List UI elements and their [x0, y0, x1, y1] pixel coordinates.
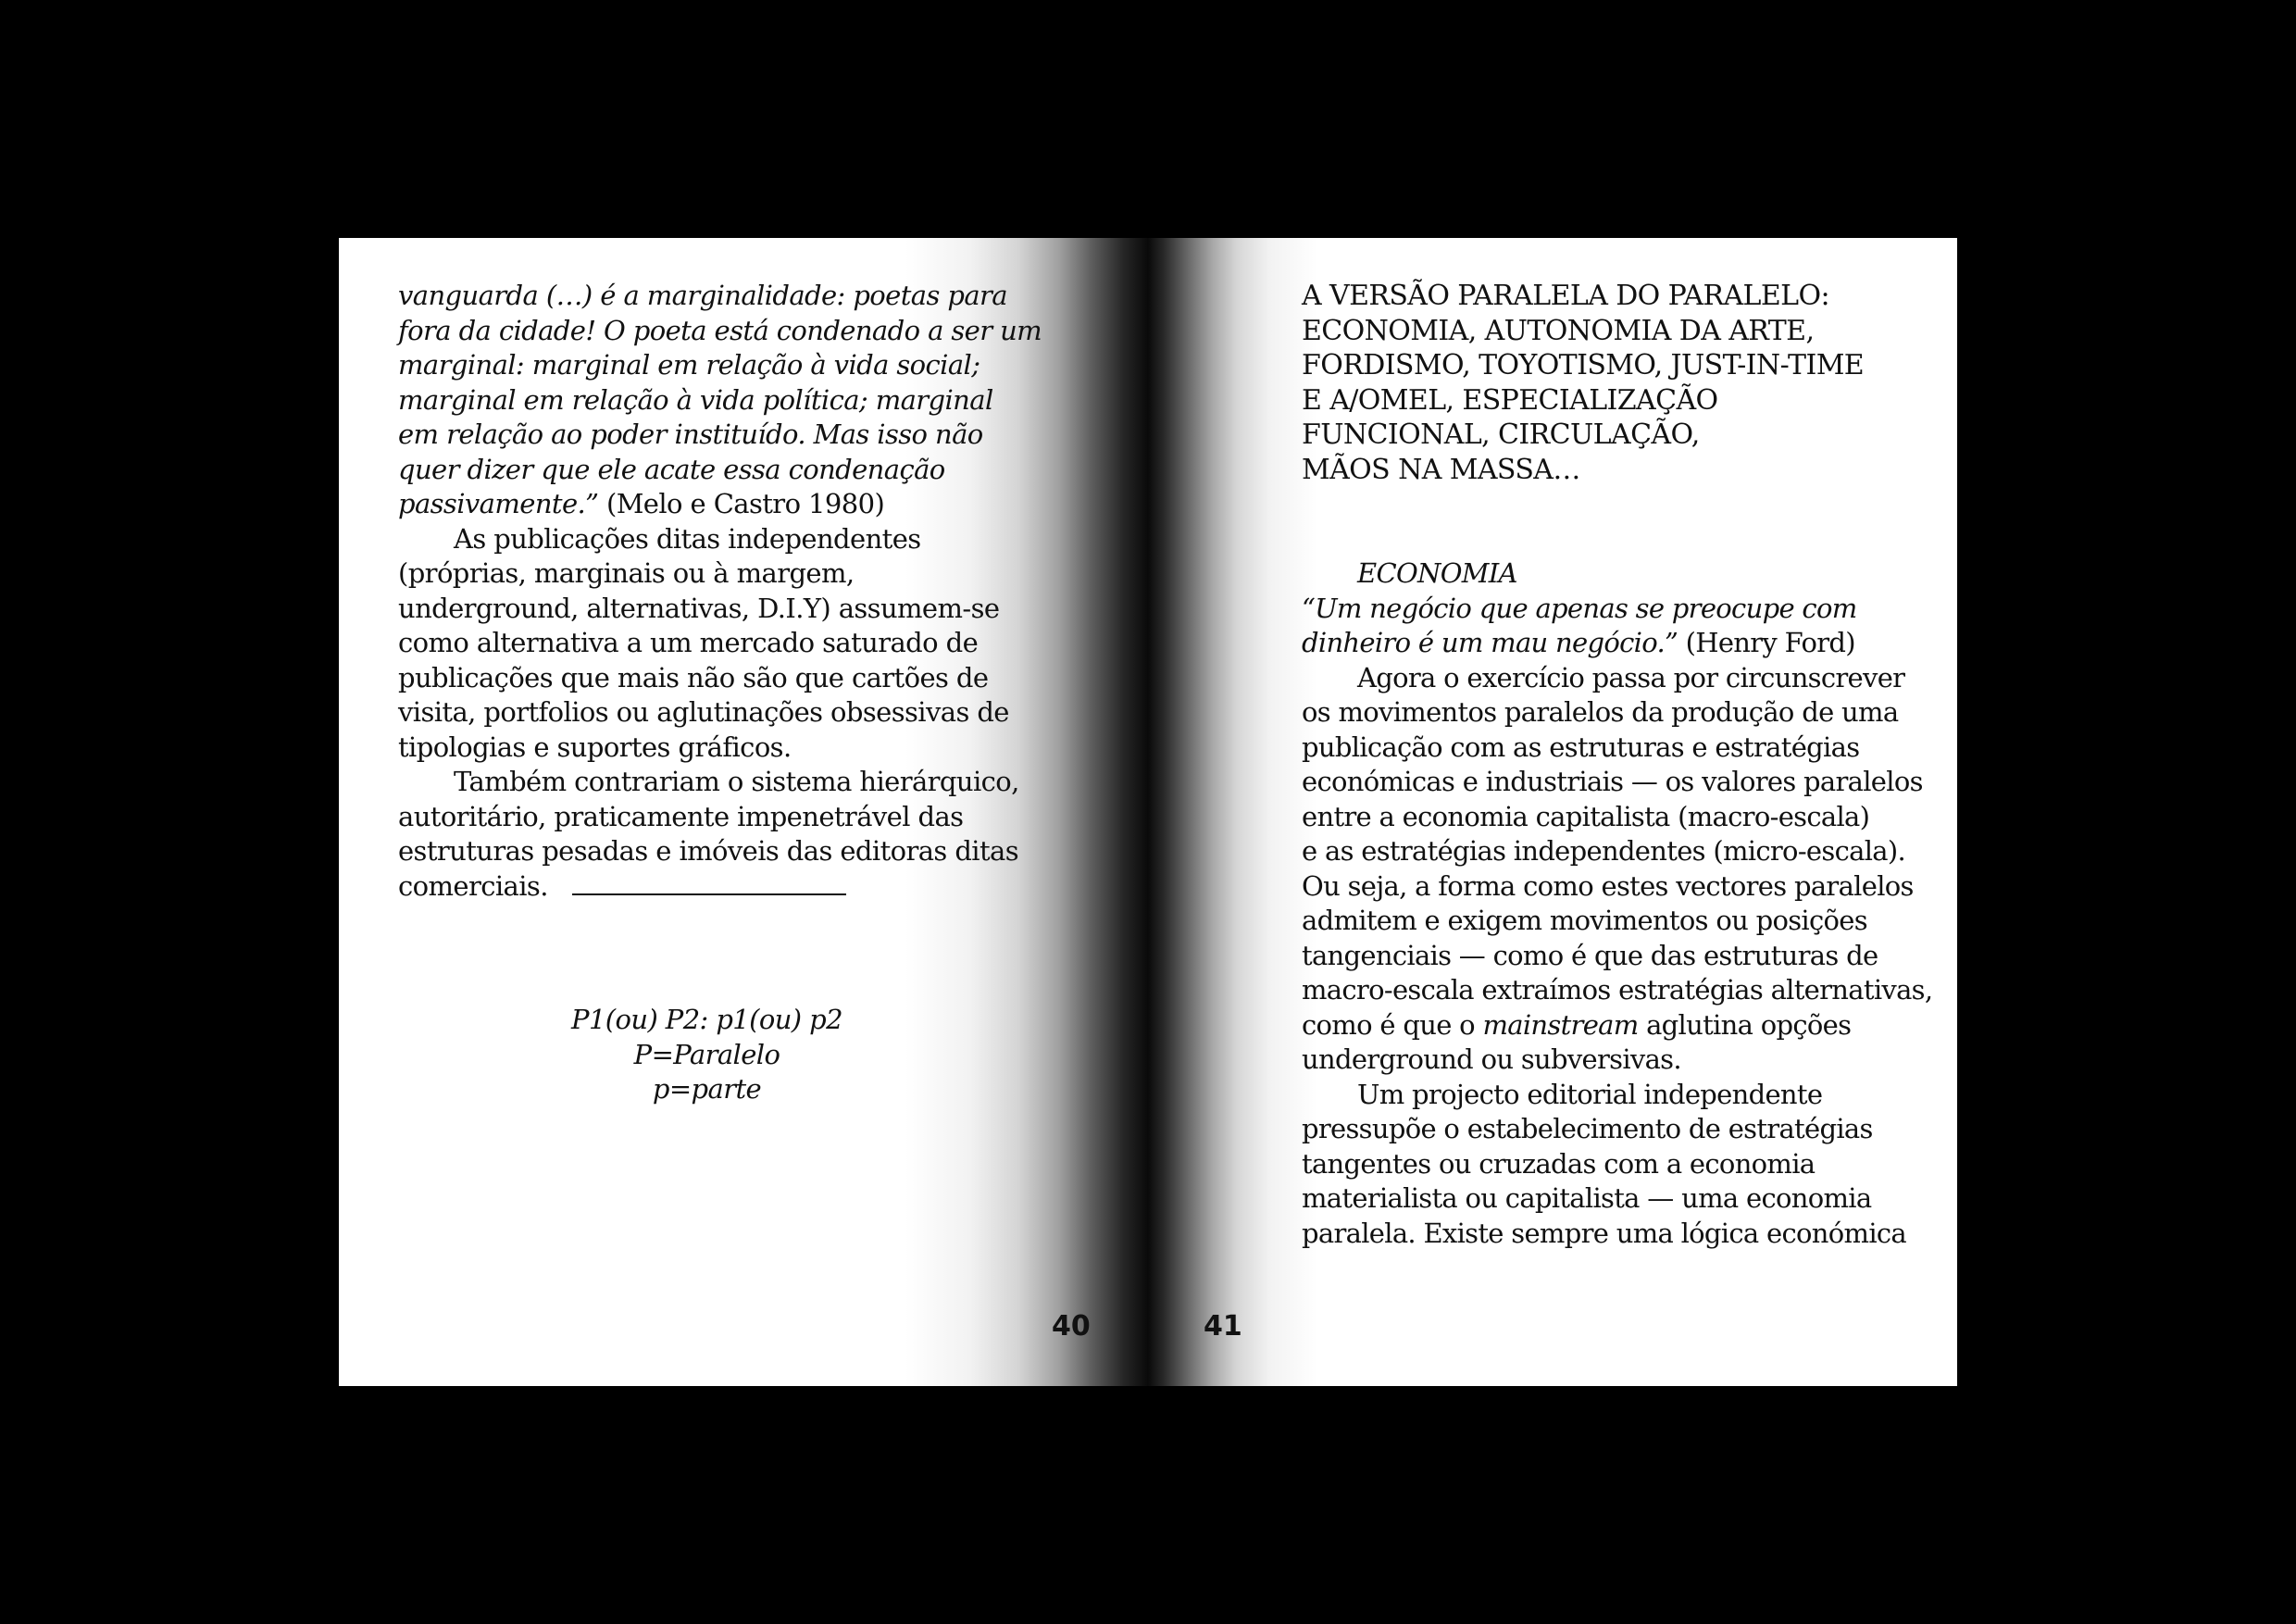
paragraph-line: (próprias, marginais ou à margem, — [398, 557, 855, 589]
paragraph-line: publicação com as estruturas e estratégias — [1302, 731, 1860, 763]
epigraph-last-line — [1302, 626, 1950, 661]
quote-last-line — [398, 487, 1129, 522]
paragraph-line: entre a economia capitalista (macro-escala) — [1302, 800, 1870, 832]
heading-line: E A/OMEL, ESPECIALIZAÇÃO — [1302, 383, 1718, 417]
paragraph-line: como alternativa a um mercado saturado de — [398, 627, 979, 658]
paragraph-line: Também contrariam o sistema hierárquico, — [454, 766, 1019, 797]
left-page — [339, 238, 1148, 1386]
quote-last-italic: passivamente.” — [398, 488, 599, 519]
paragraph-line: visita, portfolios ou aglutinações obsessivas de — [398, 696, 1009, 728]
right-page — [1148, 238, 1957, 1386]
paragraph-line: publicações que mais não são que cartões de — [398, 661, 989, 693]
heading-line: FUNCIONAL, CIRCULAÇÃO, — [1302, 418, 1700, 451]
section-title: ECONOMIA — [1357, 557, 1517, 589]
paragraph-line: underground, alternativas, D.I.Y) assumem-se — [398, 592, 1000, 624]
paragraph-mixed-line — [1302, 1008, 1950, 1043]
paragraph-line: estruturas pesadas e imóveis das editoras ditas — [398, 835, 1018, 867]
paragraph-line: admitem e exigem movimentos ou posições — [1302, 905, 1867, 936]
paragraph-line: As publicações ditas independentes — [454, 522, 921, 555]
quote-citation: (Melo e Castro 1980) — [598, 488, 885, 519]
page-number-left: 40 — [1052, 1310, 1091, 1343]
formula-block — [450, 1003, 964, 1107]
formula-line: p=parte — [652, 1073, 762, 1105]
section-rule — [572, 893, 846, 895]
paragraph-line: paralela. Existe sempre uma lógica económica — [1302, 1217, 1907, 1249]
paragraph-last-text: comerciais. — [398, 869, 548, 902]
paragraph-line: Ou seja, a forma como estes vectores paralelos — [1302, 869, 1914, 902]
epigraph-line: “Um negócio que apenas se preocupe com — [1302, 592, 1857, 624]
epigraph-italic: dinheiro é um mau negócio.” — [1302, 627, 1678, 658]
chapter-heading — [1302, 279, 1950, 487]
quote-line: marginal em relação à vida política; marginal — [398, 383, 993, 416]
paragraph-line: Um projecto editorial independente — [1357, 1078, 1823, 1110]
paragraph-last-line — [398, 869, 1129, 905]
quote-line: quer dizer que ele acate essa condenação — [398, 453, 945, 485]
paragraph-line: tangentes ou cruzadas com a economia — [1302, 1147, 1816, 1180]
mixed-pre: como é que o — [1302, 1008, 1483, 1041]
epigraph-citation: (Henry Ford) — [1678, 627, 1855, 658]
mixed-post: aglutina opções — [1638, 1008, 1852, 1041]
paragraph-line: materialista ou capitalista — uma economia — [1302, 1182, 1872, 1214]
paragraph-line: Agora o exercício passa por circunscrever — [1357, 661, 1905, 693]
quote-line: fora da cidade! O poeta está condenado a ser um — [398, 314, 1042, 346]
paragraph-line: macro-escala extraímos estratégias alternativas, — [1302, 974, 1933, 1006]
paragraph-line: tangenciais — como é que das estruturas de — [1302, 939, 1878, 971]
heading-line: A VERSÃO PARALELA DO PARALELO: — [1302, 280, 1829, 312]
right-page-body — [1302, 556, 1950, 1251]
heading-line: FORDISMO, TOYOTISMO, JUST-IN-TIME — [1302, 349, 1865, 381]
paragraph-line: autoritário, praticamente impenetrável das — [398, 800, 964, 832]
left-page-body — [398, 279, 1129, 904]
paragraph-line: tipologias e suportes gráficos. — [398, 731, 792, 763]
paragraph-line: os movimentos paralelos da produção de uma — [1302, 696, 1899, 728]
quote-line: marginal: marginal em relação à vida social; — [398, 349, 980, 381]
mixed-italic: mainstream — [1482, 1008, 1639, 1041]
heading-line: MÃOS NA MASSA… — [1302, 453, 1580, 486]
paragraph-line: e as estratégias independentes (micro-escala). — [1302, 835, 1905, 867]
heading-line: ECONOMIA, AUTONOMIA DA ARTE, — [1302, 314, 1815, 347]
formula-line: P=Paralelo — [633, 1038, 780, 1070]
quote-line: em relação ao poder instituído. Mas isso não — [398, 418, 983, 450]
page-number-right: 41 — [1204, 1310, 1242, 1343]
paragraph-line: económicas e industriais — os valores paralelos — [1302, 766, 1923, 797]
formula-line: P1(ou) P2: p1(ou) p2 — [571, 1004, 842, 1035]
paragraph-line: underground ou subversivas. — [1302, 1043, 1681, 1075]
quote-line: vanguarda (…) é a marginalidade: poetas para — [398, 280, 1007, 311]
paragraph-line: pressupõe o estabelecimento de estratégias — [1302, 1113, 1873, 1144]
